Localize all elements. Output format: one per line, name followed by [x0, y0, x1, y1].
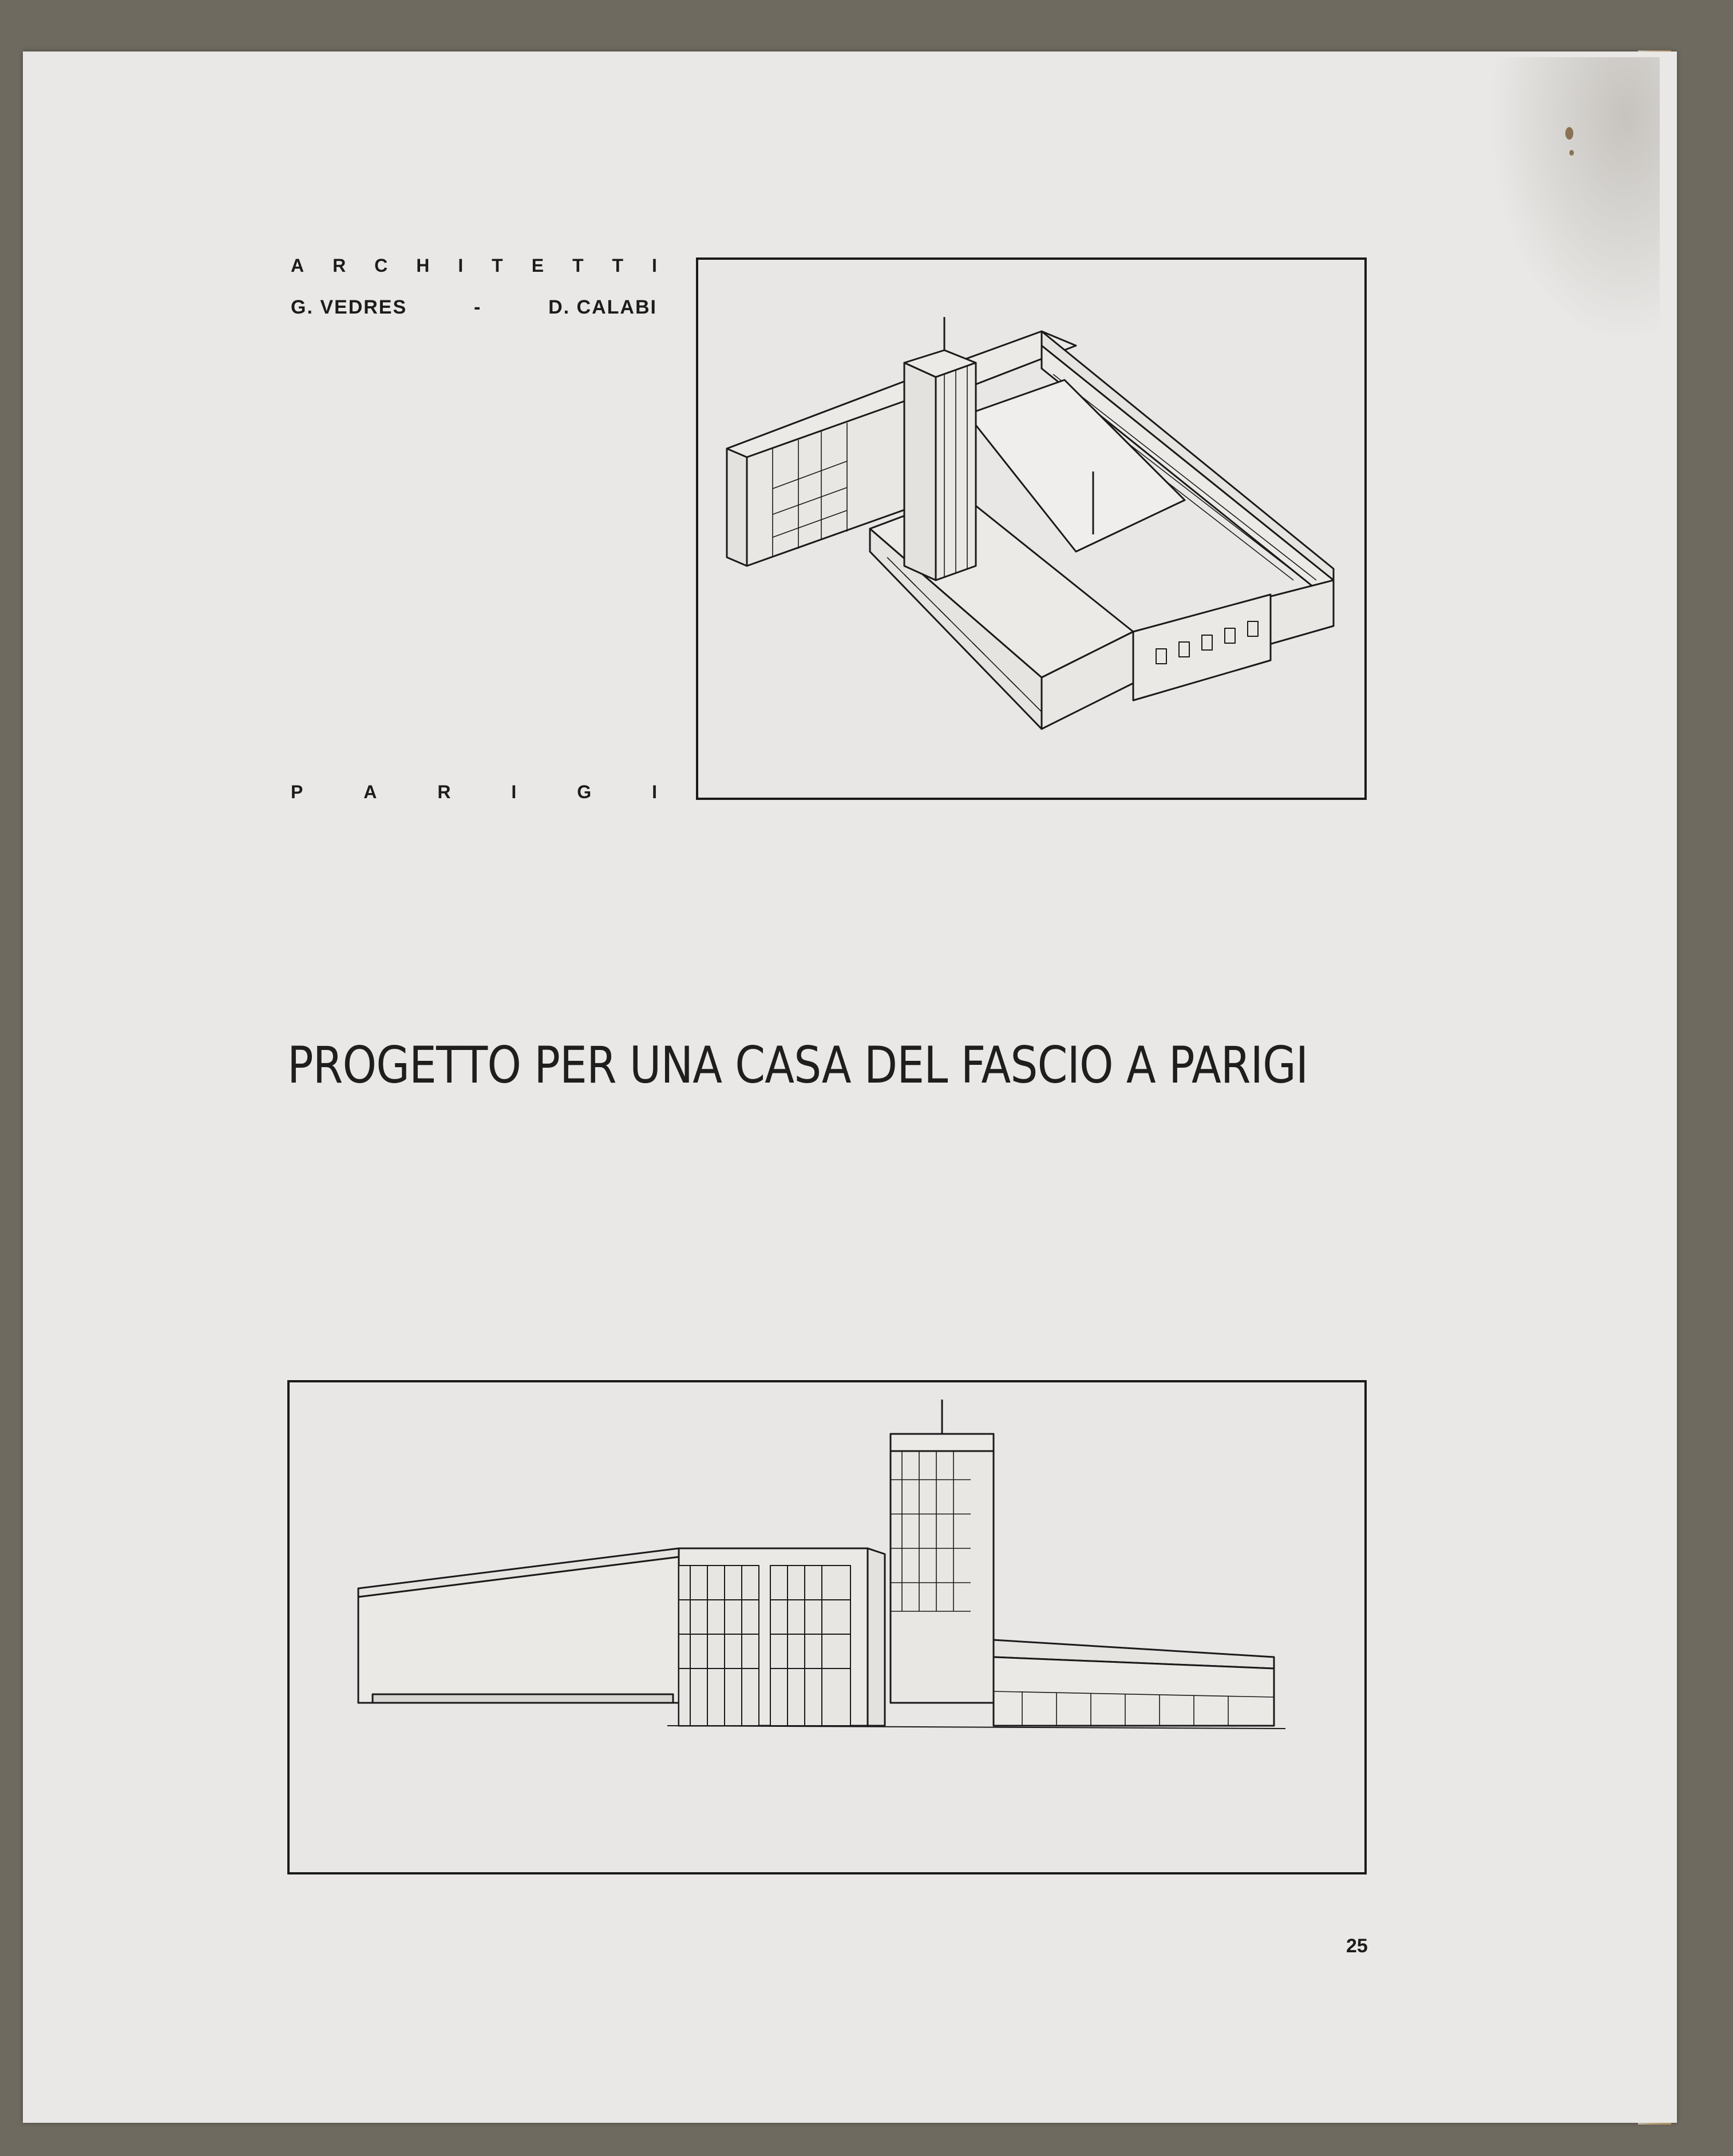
spaced-letter: T [492, 255, 503, 276]
page-title: PROGETTO PER UNA CASA DEL FASCIO A PARIGI [287, 1036, 1308, 1095]
page-shading [1488, 57, 1660, 343]
spaced-letter: C [374, 255, 388, 276]
spaced-letter: R [333, 255, 346, 276]
spaced-letter: P [291, 782, 303, 802]
spaced-letter: I [458, 255, 464, 276]
axonometric-drawing-frame [696, 257, 1367, 800]
spaced-letter: I [652, 782, 657, 802]
stain-mark [1569, 150, 1574, 156]
spaced-letter: T [612, 255, 624, 276]
spaced-letter: R [437, 782, 451, 802]
architect-names [291, 296, 657, 319]
architect-2: D. CALABI [548, 296, 657, 318]
spaced-letter: A [291, 255, 304, 276]
architect-1: G. VEDRES [291, 296, 407, 318]
spaced-letter: H [416, 255, 430, 276]
architects-label [291, 255, 657, 276]
spaced-letter: E [531, 255, 544, 276]
spaced-letter: I [511, 782, 517, 802]
stain-mark [1565, 127, 1573, 140]
city-label [291, 782, 657, 803]
axonometric-drawing [698, 260, 1364, 798]
perspective-drawing [290, 1382, 1364, 1872]
name-separator: - [473, 296, 482, 318]
spaced-letter: I [652, 255, 657, 276]
spaced-letter: G [577, 782, 592, 802]
spaced-letter: T [572, 255, 584, 276]
perspective-drawing-frame [287, 1380, 1367, 1874]
page-number: 25 [1346, 1935, 1368, 1957]
spaced-letter: A [363, 782, 377, 802]
